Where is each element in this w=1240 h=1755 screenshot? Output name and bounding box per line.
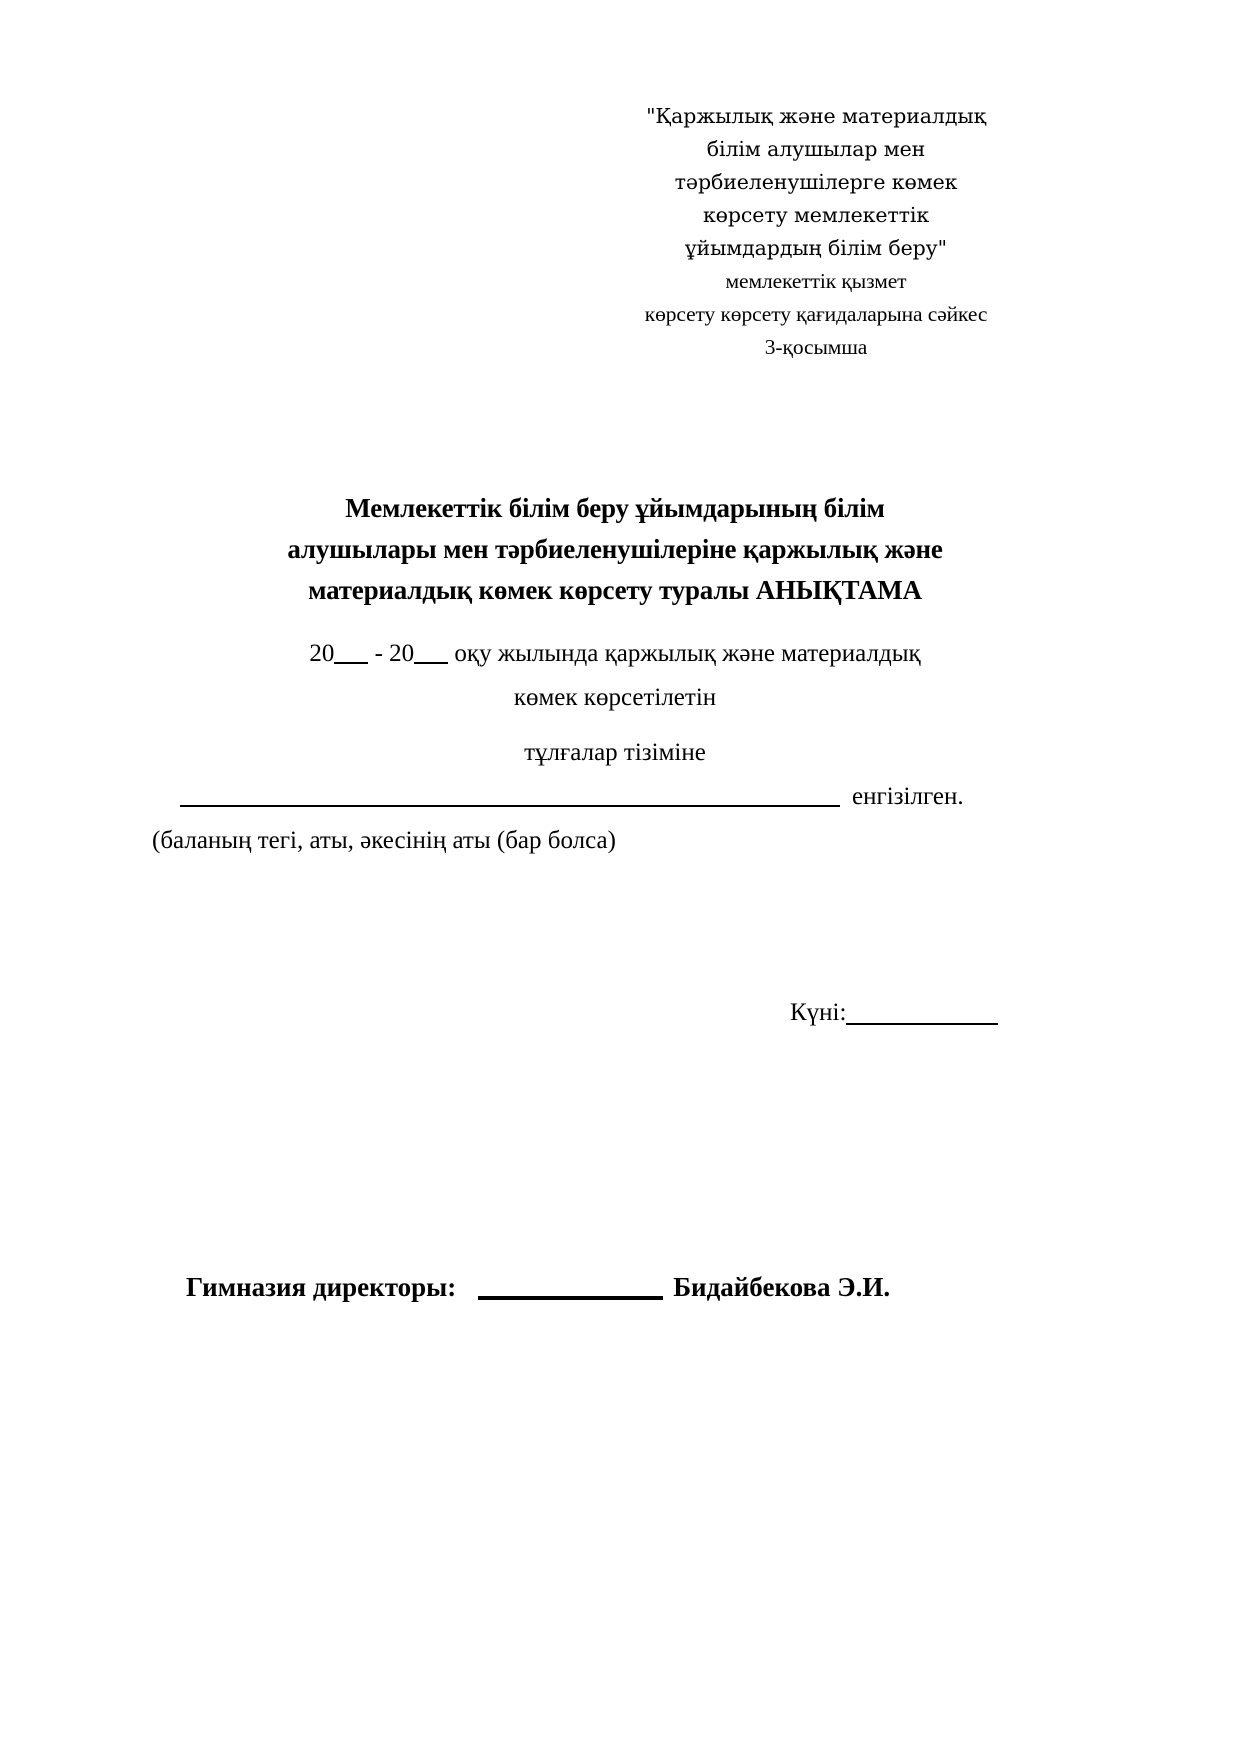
appendix-reference-line-7: көрсету көрсету қағидаларына сәйкес: [644, 302, 988, 326]
signature-blank[interactable]: [478, 1296, 663, 1300]
appendix-reference-line-3: тәрбиеленушілерге көмек: [674, 170, 958, 194]
document-title: [180, 488, 1050, 611]
year-start-prefix: 20: [309, 640, 335, 667]
year-end-prefix: - 20: [374, 640, 415, 667]
student-name-fill-row: [180, 779, 1040, 815]
document-title-line-3: материалдық көмек көрсету туралы АНЫҚТАМА: [308, 575, 922, 605]
assistance-line: көмек көрсетілетін: [513, 684, 717, 711]
persons-list-line: тұлғалар тізіміне: [524, 739, 706, 766]
year-end-blank[interactable]: [414, 662, 448, 664]
signature-row: [186, 1267, 1026, 1307]
appendix-reference-line-6: мемлекеттік қызмет: [725, 269, 907, 293]
document-title-line-1: Мемлекеттік білім беру ұйымдарының білім: [345, 493, 885, 523]
director-name: Бидайбекова Э.И.: [673, 1272, 891, 1302]
document-title-line-2: алушылары мен тәрбиеленушілеріне қаржылық және: [287, 534, 943, 564]
date-blank[interactable]: [846, 1023, 998, 1025]
academic-year-paragraph: [150, 632, 1080, 720]
appendix-reference-line-5: ұйымдардың білім беру": [685, 236, 947, 260]
student-name-caption: (баланың тегі, аты, әкесінің аты (бар болса): [152, 827, 616, 854]
director-label: Гимназия директоры:: [186, 1272, 457, 1302]
enrolled-word: енгізілген.: [852, 783, 964, 810]
date-row: [790, 995, 998, 1031]
academic-year-tail: оқу жылында қаржылық және материалдық: [454, 640, 921, 667]
date-label: Күні:: [790, 999, 847, 1026]
appendix-reference-line-4: көрсету мемлекеттік: [702, 203, 930, 227]
year-start-blank[interactable]: [334, 662, 368, 664]
appendix-reference-line-2: білім алушылар мен: [706, 137, 926, 161]
academic-year-line: [150, 632, 1080, 676]
student-name-blank[interactable]: [180, 805, 840, 807]
appendix-reference-line-1: "Қаржылық және материалдық: [646, 104, 986, 128]
appendix-number: 3-қосымша: [764, 335, 868, 359]
appendix-reference-block: [590, 100, 1042, 364]
